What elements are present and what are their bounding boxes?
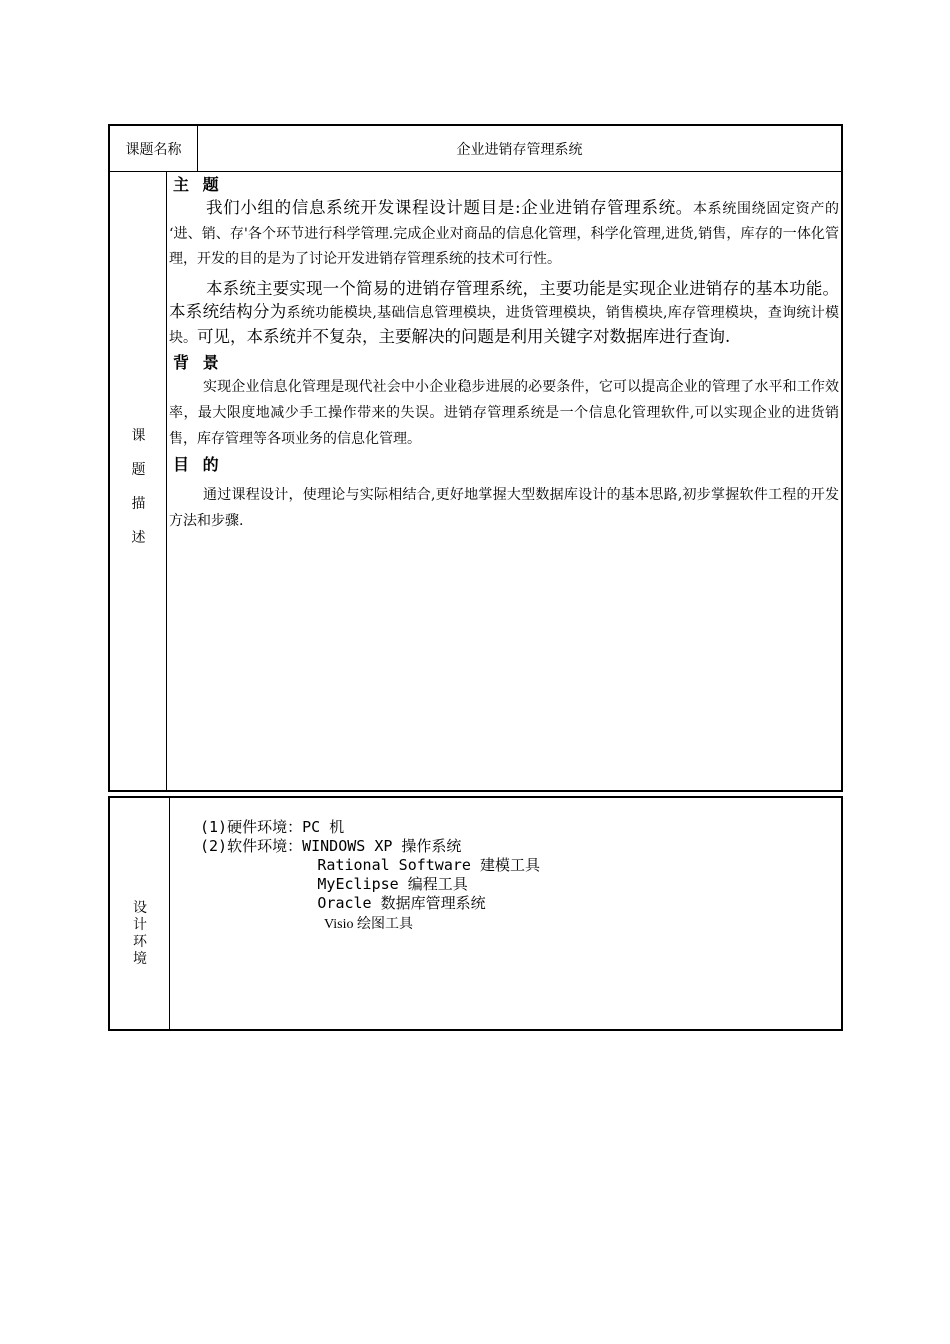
purpose-heading: 目 的 (173, 455, 223, 474)
topic-name-label: 课题名称 (110, 126, 198, 172)
theme-paragraph-1 (169, 196, 839, 271)
env-line-visio: Visio 绘图工具 (324, 917, 413, 932)
design-environment-label (110, 798, 170, 1029)
side-char: 计 (133, 917, 147, 933)
background-heading: 背 景 (173, 353, 223, 372)
side-char: 环 (133, 934, 147, 950)
topic-description-label (110, 172, 167, 790)
topic-description-body (167, 172, 841, 790)
env-line: (2)软件环境：WINDOWS XP 操作系统 (200, 837, 462, 855)
purpose-paragraph: 通过课程设计，使理论与实际相结合,更好地掌握大型数据库设计的基本思路,初步掌握软件工程的开发方法和步骤. (169, 487, 839, 529)
environment-table (108, 796, 843, 1031)
topic-name-value: 企业进销存管理系统 (198, 126, 841, 172)
side-char: 题 (131, 462, 146, 478)
theme-p1-small: 本系统围绕固定资产的 ‘进、销、存'各个环节进行科学管理.完成企业对商品的信息化管理，科学化管理,进货,销售，库存的一体化管理，开发的目的是为了讨论开发进销存管理系统的技术可行性。 (169, 201, 840, 267)
environment-list (200, 818, 540, 913)
side-char: 描 (131, 496, 146, 512)
env-line: Rational Software 建模工具 (200, 856, 540, 874)
env-line: Oracle 数据库管理系统 (200, 894, 486, 912)
theme-heading: 主 题 (173, 175, 223, 194)
env-line: (1)硬件环境：PC 机 (200, 818, 345, 836)
theme-p2-c: 可见，本系统并不复杂，主要解决的问题是利用关键字对数据库进行查询. (197, 327, 731, 346)
env-line: MyEclipse 编程工具 (200, 875, 468, 893)
side-char: 设 (133, 900, 147, 916)
side-char: 课 (131, 428, 146, 444)
background-paragraph: 实现企业信息化管理是现代社会中小企业稳步进展的必要条件，它可以提高企业的管理了水平和工作效率，最大限度地减少手工操作带来的失误。进销存管理系统是一个信息化管理软件,可以实现企业的进货销售，库存管理等各项业务的信息化管理。 (169, 379, 839, 447)
theme-paragraph-2 (169, 277, 839, 350)
theme-p1-big: 我们小组的信息系统开发课程设计题目是:企业进销存管理系统。 (206, 198, 693, 217)
side-char: 述 (131, 530, 146, 546)
theme-p2-b: 系统功能模块,基础信息管理模块，进货管理模块，销售模块,库存管理模块，查询统计模块。 (169, 305, 840, 346)
side-char: 境 (133, 951, 147, 967)
topic-table (108, 124, 843, 792)
theme-p2-a: 本系统主要实现一个简易的进销存管理系统，主要功能是实现企业进销存的基本功能。本系统结构分为 (169, 279, 839, 321)
